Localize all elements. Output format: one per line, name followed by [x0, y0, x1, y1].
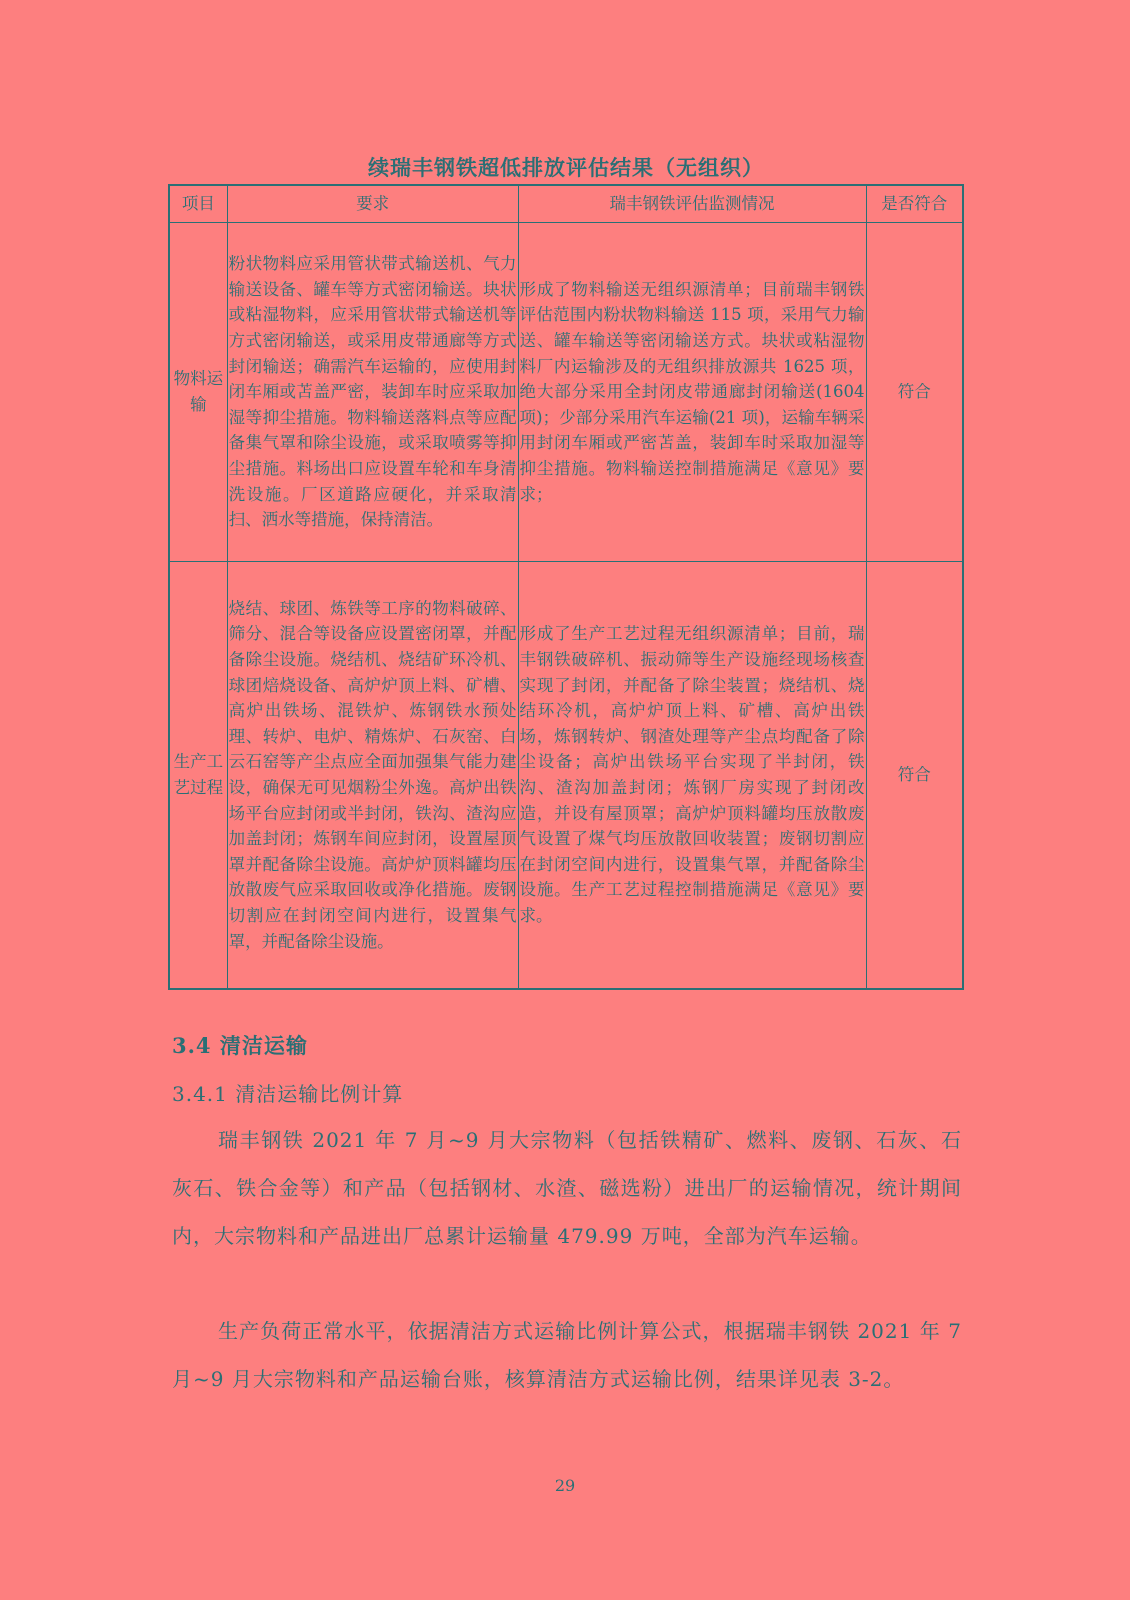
table-title: 续瑞丰钢铁超低排放评估结果（无组织） [368, 155, 764, 180]
page-number: 29 [554, 1476, 576, 1495]
conform-cell: 符合 [866, 223, 963, 562]
table-row [169, 562, 963, 990]
section-heading: 3.4 清洁运输 [172, 1033, 308, 1058]
requirement-cell: 粉状物料应采用管状带式输送机、气力输送设备、罐车等方式密闭输送。块状或粘湿物料，应采用管状带式输送机等方式密闭输送，或采用皮带通廊等方式封闭输送；确需汽车运输的，应使用封闭车厢或苫盖严密，装卸车时应采取加湿等抑尘措施。物料输送落料点等应配备集气罩和除尘设施，或采取喷雾等抑尘措施。料场出口应设置车轮和车身清洗设施。厂区道路应硬化，并采取清扫、洒水等措施，保持清洁。 [227, 223, 518, 562]
status-cell: 形成了物料输送无组织源清单；目前瑞丰钢铁评估范围内粉状物料输送 115 项，采用气力输送、罐车输送等密闭输送方式。块状或粘湿物料厂内运输涉及的无组织排放源共 1625 项，绝大部分采用全封闭皮带通廊封闭输送(1604 项)；少部分采用汽车运输(21 项)，运输车辆采用封闭车厢或严密苫盖，装卸车时采取加湿等抑尘措施。物料输送控制措施满足《意见》要求； [518, 223, 866, 562]
body-paragraph: 生产负荷正常水平，依据清洁方式运输比例计算公式，根据瑞丰钢铁 2021 年 7 月~9 月大宗物料和产品运输台账，核算清洁方式运输比例，结果详见表 3-2。 [172, 1319, 962, 1391]
item-cell: 生产工艺过程 [169, 562, 227, 990]
subsection-heading: 3.4.1 清洁运输比例计算 [172, 1082, 404, 1106]
table-header-row [169, 185, 963, 223]
assessment-table [168, 184, 964, 990]
table-row [169, 223, 963, 562]
requirement-cell: 烧结、球团、炼铁等工序的物料破碎、筛分、混合等设备应设置密闭罩，并配备除尘设施。烧结机、烧结矿环冷机、球团焙烧设备、高炉炉顶上料、矿槽、高炉出铁场、混铁炉、炼钢铁水预处理、转炉、电炉、精炼炉、石灰窑、白云石窑等产尘点应全面加强集气能力建设，确保无可见烟粉尘外逸。高炉出铁场平台应封闭或半封闭，铁沟、渣沟应加盖封闭；炼钢车间应封闭，设置屋顶罩并配备除尘设施。高炉炉顶料罐均压放散废气应采取回收或净化措施。废钢切割应在封闭空间内进行，设置集气罩，并配备除尘设施。 [227, 562, 518, 990]
conform-cell: 符合 [866, 562, 963, 990]
header-item: 项目 [169, 185, 227, 223]
body-paragraph: 瑞丰钢铁 2021 年 7 月~9 月大宗物料（包括铁精矿、燃料、废钢、石灰、石灰石、铁合金等）和产品（包括钢材、水渣、磁选粉）进出厂的运输情况，统计期间内，大宗物料和产品进出厂总累计运输量 479.99 万吨，全部为汽车运输。 [172, 1128, 962, 1248]
header-requirement: 要求 [227, 185, 518, 223]
status-cell: 形成了生产工艺过程无组织源清单；目前，瑞丰钢铁破碎机、振动筛等生产设施经现场核查实现了封闭，并配备了除尘装置；烧结机、烧结环冷机，高炉炉顶上料、矿槽、高炉出铁场，炼钢转炉、钢渣处理等产尘点均配备了除尘设备；高炉出铁场平台实现了半封闭，铁沟、渣沟加盖封闭；炼钢厂房实现了封闭改造，并设有屋顶罩；高炉炉顶料罐均压放散废气设置了煤气均压放散回收装置；废钢切割应在封闭空间内进行，设置集气罩，并配备除尘设施。生产工艺过程控制措施满足《意见》要求。 [518, 562, 866, 990]
header-conform: 是否符合 [866, 185, 963, 223]
header-status: 瑞丰钢铁评估监测情况 [518, 185, 866, 223]
item-cell: 物料运输 [169, 223, 227, 562]
